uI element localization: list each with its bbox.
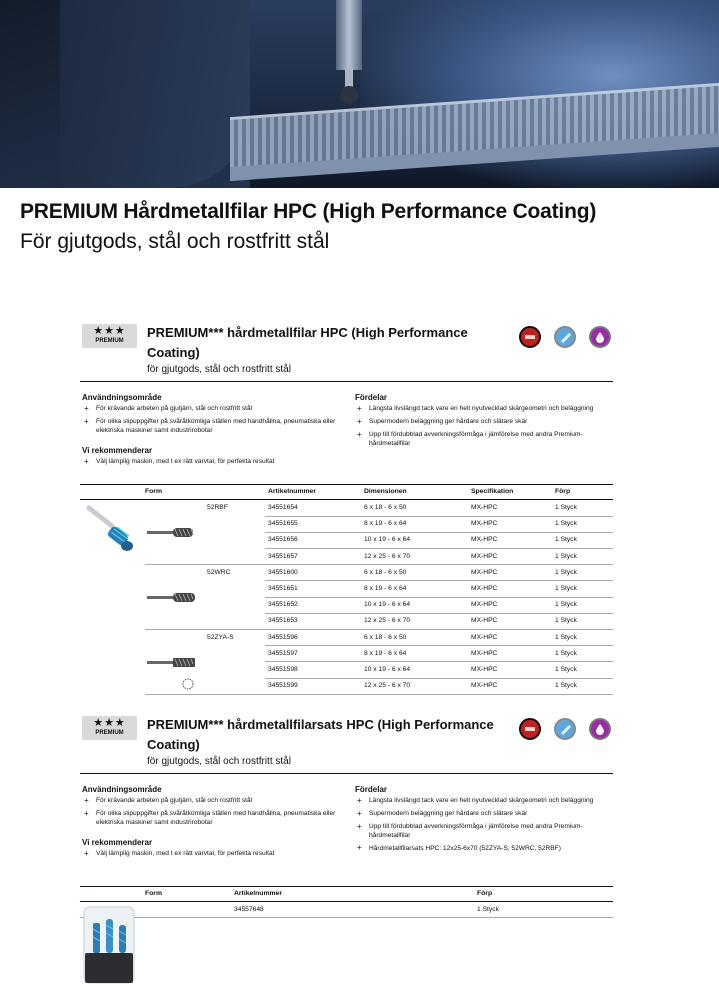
row-divider [265, 645, 613, 646]
col-header-form: Form [145, 890, 162, 897]
table-cell-pack: 1 Styck [555, 552, 577, 560]
table-cell-spec: MX-HPC [471, 682, 498, 690]
material-cast-icon [589, 718, 611, 740]
badge-stars: ★★★ [93, 717, 126, 729]
section-subtitle: för gjutgods, stål och rostfritt stål [147, 364, 291, 375]
advantages-heading: Fördelar [355, 785, 388, 794]
row-divider [265, 580, 613, 581]
table-cell-spec: MX-HPC [471, 601, 498, 609]
form-code: 52RBF [207, 504, 228, 511]
section-subtitle: för gjutgods, stål och rostfritt stål [147, 756, 291, 767]
table-cell-spec: MX-HPC [471, 520, 498, 528]
list-item: + För krävande arbeten på gjutjärn, stål och rostfritt stål [82, 405, 342, 414]
table-cell-pack: 1 Styck [555, 601, 577, 609]
table-cell-article: 34551597 [268, 649, 298, 657]
table-cell-dimension: 12 x 25 - 6 x 70 [364, 552, 411, 560]
badge-stars: ★★★ [93, 325, 126, 337]
material-steel-icon [519, 326, 541, 348]
table-cell-dimension: 6 x 18 - 6 x 50 [364, 504, 407, 511]
list-item: + Längsta livslängd tack vare en helt nyutvecklad skärgeometri och beläggning [355, 797, 605, 806]
table-cell-dimension: 12 x 25 - 6 x 70 [364, 682, 411, 690]
table-cell-pack: 1 Styck [555, 682, 577, 690]
row-divider [265, 613, 613, 614]
table-cell-article: 34551596 [268, 633, 298, 641]
divider [80, 773, 613, 774]
table-cell-dimension: 10 x 19 - 6 x 64 [364, 601, 411, 609]
table-cell-spec: MX-HPC [471, 666, 498, 673]
advantages-list [355, 405, 605, 453]
row-divider [265, 597, 613, 598]
row-divider [145, 564, 613, 565]
table-cell-spec: MX-HPC [471, 568, 498, 576]
table-cell-article: 34551654 [268, 504, 298, 511]
table-cell-article: 34551598 [268, 666, 298, 673]
usage-heading: Användningsområde [82, 785, 162, 794]
list-item: + Supermodern beläggning ger hårdare och slätare skär [355, 810, 605, 819]
rbf-burr-icon [146, 526, 206, 540]
list-item: + Hårdmetallfilarsats HPC: 12x25-6x70 (52ZYA-S, 52WRC, 52RBF) [355, 845, 605, 854]
row-divider [265, 516, 613, 517]
table-cell-pack: 1 Styck [555, 633, 577, 641]
col-header-pack: Förp [477, 890, 493, 897]
table-cell-pack: 1 Styck [555, 617, 577, 625]
table-cell-dimension: 12 x 25 - 6 x 70 [364, 617, 411, 625]
page-subtitle: För gjutgods, stål och rostfritt stål [20, 230, 330, 253]
advantages-heading: Fördelar [355, 393, 388, 402]
table-header-rule [80, 901, 613, 902]
table-cell-pack: 1 Styck [555, 568, 577, 576]
advantages-list [355, 797, 605, 858]
table-cell-dimension: 6 x 18 - 6 x 50 [364, 568, 407, 576]
material-stainless-icon [554, 326, 576, 348]
material-stainless-icon [554, 718, 576, 740]
wrc-burr-icon [146, 591, 206, 605]
usage-list [82, 405, 342, 440]
table-cell-article: 34551651 [268, 585, 298, 592]
table-cell-spec: MX-HPC [471, 585, 498, 592]
material-steel-icon [519, 718, 541, 740]
table-cell-spec: MX-HPC [471, 633, 498, 641]
usage-list [82, 797, 342, 832]
table-cell-pack: 1 Styck [555, 585, 577, 592]
table-header-rule [80, 499, 613, 500]
premium-badge [82, 716, 137, 740]
table-cell-pack: 1 Styck [555, 649, 577, 657]
list-item: + Välj lämplig maskin, med t ex rätt varvtal, för perfekta resultat [82, 458, 342, 467]
col-header-article: Artikelnummer [268, 488, 316, 495]
row-divider [265, 548, 613, 549]
recommend-heading: Vi rekommenderar [82, 446, 153, 455]
usage-heading: Användningsområde [82, 393, 162, 402]
table-cell-spec: MX-HPC [471, 649, 498, 657]
col-header-dimension: Dimensionen [364, 488, 407, 495]
col-header-form: Form [145, 488, 162, 495]
list-item: + Längsta livslängd tack vare en helt nyutvecklad skärgeometri och beläggning [355, 405, 605, 414]
table-cell-pack: 1 Styck [555, 520, 577, 528]
table-cell-spec: MX-HPC [471, 617, 498, 625]
badge-label: PREMIUM [95, 338, 124, 344]
section-title: PREMIUM*** hårdmetallfilar HPC (High Performance Coating) [147, 325, 468, 360]
burr-set-photo [82, 905, 136, 985]
table-cell-pack: 1 Styck [555, 504, 577, 511]
recommend-list [82, 850, 342, 863]
table-cell-dimension: 8 x 19 - 6 x 64 [364, 585, 407, 592]
list-item: + För olika slipuppgifter på svåråtkomliga ställen med handhållna, pneumatiska eller elektriska maskiner samt industrirobotar [82, 418, 342, 435]
row-divider [265, 532, 613, 533]
table-cell-dimension: 8 x 19 - 6 x 64 [364, 520, 407, 528]
table-cell-article: 34557648 [234, 906, 264, 913]
table-cell-spec: MX-HPC [471, 504, 498, 511]
table-top-rule [80, 484, 613, 485]
table-top-rule [80, 886, 613, 887]
form-code: 52ZYA-S [207, 633, 234, 641]
row-divider [80, 917, 613, 918]
table-cell-article: 34551655 [268, 520, 298, 528]
divider [80, 381, 613, 382]
recommend-list [82, 458, 342, 471]
recommend-heading: Vi rekommenderar [82, 838, 153, 847]
table-cell-dimension: 10 x 19 - 6 x 64 [364, 536, 411, 544]
badge-label: PREMIUM [95, 730, 124, 736]
table-cell-dimension: 8 x 19 - 6 x 64 [364, 649, 407, 657]
table-cell-article: 34551652 [268, 601, 298, 609]
table-cell-pack: 1 Styck [477, 906, 499, 913]
row-divider [145, 629, 613, 630]
list-item: + För krävande arbeten på gjutjärn, stål och rostfritt stål [82, 797, 342, 806]
list-item: + För olika slipuppgifter på svåråtkomliga ställen med handhållna, pneumatiska eller elektriska maskiner samt industrirobotar [82, 810, 342, 827]
table-cell-spec: MX-HPC [471, 536, 498, 544]
burr-product-photo [80, 500, 140, 560]
material-cast-icon [589, 326, 611, 348]
section-title: PREMIUM*** hårdmetallfilarsats HPC (High Performance Coating) [147, 717, 494, 752]
list-item: + Upp till fördubblad avverkningsförmåga i jämförelse med andra Premium-hårdmetallfilar [355, 823, 605, 840]
table-cell-article: 34551653 [268, 617, 298, 625]
row-divider [145, 694, 613, 695]
table-cell-dimension: 10 x 19 - 6 x 64 [364, 666, 411, 673]
table-cell-article: 34551656 [268, 536, 298, 544]
list-item: + Upp till fördubblad avverkningsförmåga i jämförelse med andra Premium-hårdmetallfilar [355, 431, 605, 448]
hero-image [0, 0, 719, 188]
col-header-pack: Förp [555, 488, 571, 495]
page-title: PREMIUM Hårdmetallfilar HPC (High Performance Coating) [20, 200, 597, 223]
row-divider [265, 678, 613, 679]
table-cell-spec: MX-HPC [471, 552, 498, 560]
list-item: + Supermodern beläggning ger hårdare och slätare skär [355, 418, 605, 427]
table-cell-article: 34551600 [268, 568, 298, 576]
row-divider [265, 661, 613, 662]
col-header-spec: Specifikation [471, 488, 514, 495]
zya-burr-icon [146, 656, 206, 696]
table-cell-dimension: 6 x 18 - 6 x 50 [364, 633, 407, 641]
table-cell-pack: 1 Styck [555, 666, 577, 673]
col-header-article: Artikelnummer [234, 890, 282, 897]
premium-badge [82, 324, 137, 348]
list-item: + Välj lämplig maskin, med t ex rätt varvtal, för perfekta resultat [82, 850, 342, 859]
table-cell-article: 34551657 [268, 552, 298, 560]
table-cell-pack: 1 Styck [555, 536, 577, 544]
table-cell-article: 34551599 [268, 682, 298, 690]
form-code: 52WRC [207, 568, 231, 576]
